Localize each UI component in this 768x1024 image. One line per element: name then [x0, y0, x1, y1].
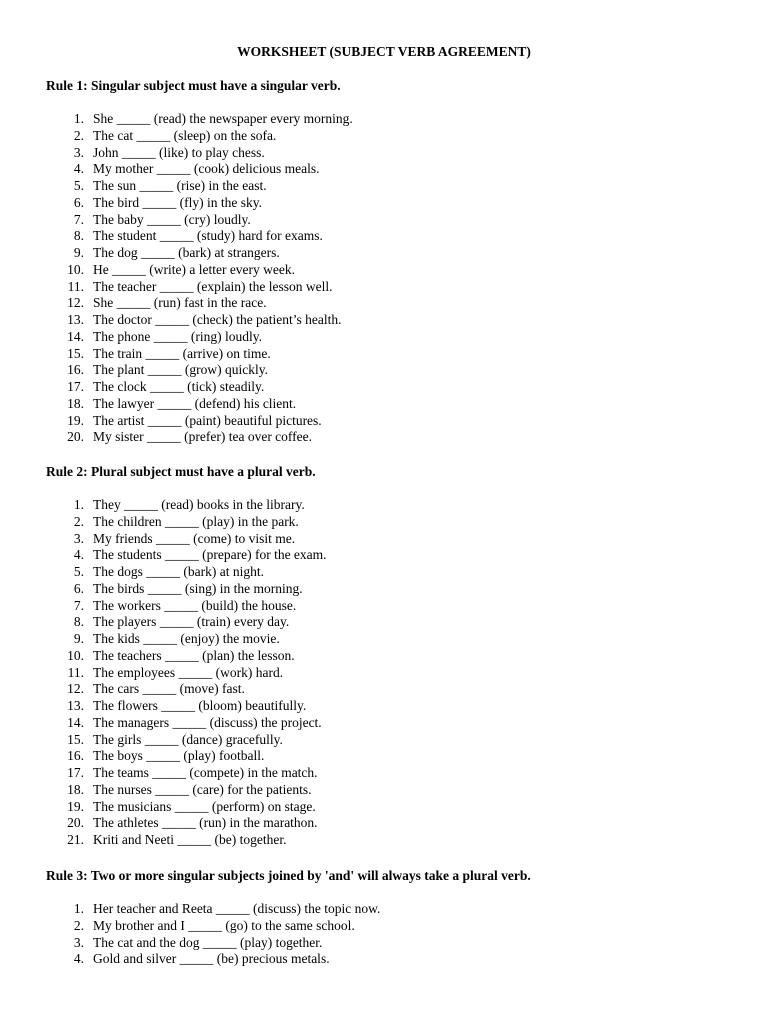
exercise-number: 19.	[67, 798, 84, 814]
rule-3-heading: Rule 3: Two or more singular subjects joined by 'and' will always take a plural verb.	[46, 868, 531, 883]
exercise-number: 11.	[67, 664, 84, 680]
exercise-number: 7.	[73, 211, 84, 227]
exercise-sentence: The employees _____ (work) hard.	[93, 664, 284, 680]
exercise-number: 17.	[67, 765, 84, 780]
exercise-number: 10.	[67, 647, 84, 663]
exercise-sentence: The kids _____ (enjoy) the movie.	[93, 631, 280, 646]
exercise-sentence: He _____ (write) a letter every week.	[93, 261, 296, 277]
exercise-number: 20.	[67, 429, 84, 445]
exercise-sentence: The flowers _____ (bloom) beautifully.	[93, 698, 307, 713]
exercise-number: 15.	[67, 345, 84, 361]
exercise-number: 14.	[67, 328, 84, 344]
exercise-item	[0, 295, 768, 312]
exercise-sentence: My mother _____ (cook) delicious meals.	[93, 161, 320, 177]
exercise-sentence: The dog _____ (bark) at strangers.	[93, 245, 280, 260]
exercise-number: 5.	[73, 564, 84, 579]
exercise-item	[0, 128, 768, 145]
exercise-number: 19.	[67, 412, 84, 428]
exercise-item	[0, 681, 768, 698]
exercise-item	[0, 782, 768, 799]
exercise-sentence: The children _____ (play) in the park.	[93, 513, 299, 529]
exercise-sentence: The cat _____ (sleep) on the sofa.	[93, 127, 277, 143]
exercise-sentence: The teacher _____ (explain) the lesson well.	[93, 278, 333, 294]
exercise-item	[0, 362, 768, 379]
exercise-number: 4.	[73, 547, 84, 563]
exercise-item	[0, 547, 768, 564]
exercise-number: 9.	[73, 245, 84, 260]
exercise-number: 8.	[73, 614, 84, 630]
exercise-sentence: The sun _____ (rise) in the east.	[93, 178, 267, 193]
exercise-number: 10.	[67, 261, 84, 277]
exercise-item	[0, 212, 768, 229]
exercise-sentence: The athletes _____ (run) in the marathon.	[93, 815, 318, 831]
exercise-sentence: The clock _____ (tick) steadily.	[93, 379, 265, 394]
exercise-item	[0, 581, 768, 598]
exercise-sentence: The student _____ (study) hard for exams.	[93, 228, 323, 244]
rule-1-exercise-list	[0, 111, 768, 446]
exercise-sentence: She _____ (read) the newspaper every morning.	[93, 111, 353, 126]
exercise-number: 4.	[73, 161, 84, 177]
exercise-sentence: The cars _____ (move) fast.	[93, 681, 245, 697]
exercise-item	[0, 228, 768, 245]
exercise-number: 16.	[67, 748, 84, 764]
exercise-item	[0, 631, 768, 648]
exercise-number: 1.	[73, 111, 84, 126]
exercise-sentence: The teachers _____ (plan) the lesson.	[93, 647, 295, 663]
exercise-item	[0, 178, 768, 195]
exercise-sentence: My brother and I _____ (go) to the same school.	[93, 917, 355, 933]
exercise-item	[0, 413, 768, 430]
exercise-sentence: The players _____ (train) every day.	[93, 614, 290, 630]
exercise-item	[0, 312, 768, 329]
exercise-item	[0, 161, 768, 178]
exercise-sentence: The teams _____ (compete) in the match.	[93, 765, 318, 780]
exercise-sentence: The girls _____ (dance) gracefully.	[93, 731, 283, 747]
exercise-sentence: My friends _____ (come) to visit me.	[93, 530, 296, 546]
exercise-item	[0, 748, 768, 765]
exercise-sentence: The plant _____ (grow) quickly.	[93, 362, 268, 378]
exercise-sentence: The phone _____ (ring) loudly.	[93, 328, 262, 344]
exercise-item	[0, 396, 768, 413]
exercise-item	[0, 918, 768, 935]
exercise-sentence: The nurses _____ (care) for the patients.	[93, 781, 312, 797]
exercise-number: 2.	[73, 917, 84, 933]
rule-2-exercise-list	[0, 497, 768, 849]
exercise-number: 1.	[73, 497, 84, 512]
exercise-number: 5.	[73, 178, 84, 193]
exercise-sentence: My sister _____ (prefer) tea over coffee.	[93, 429, 313, 445]
exercise-item	[0, 279, 768, 296]
exercise-sentence: Gold and silver _____ (be) precious metals.	[93, 951, 330, 967]
rule-1-heading: Rule 1: Singular subject must have a singular verb.	[46, 78, 341, 93]
exercise-sentence: The musicians _____ (perform) on stage.	[93, 798, 316, 814]
exercise-item	[0, 514, 768, 531]
exercise-sentence: The boys _____ (play) football.	[93, 748, 265, 764]
exercise-number: 13.	[67, 698, 84, 713]
exercise-item	[0, 665, 768, 682]
exercise-sentence: The students _____ (prepare) for the exam.	[93, 547, 327, 563]
exercise-number: 2.	[73, 513, 84, 529]
exercise-item	[0, 732, 768, 749]
exercise-number: 18.	[67, 395, 84, 411]
exercise-number: 3.	[73, 530, 84, 546]
exercise-number: 21.	[67, 832, 84, 847]
exercise-number: 14.	[67, 714, 84, 730]
rule-3-exercise-list	[0, 901, 768, 968]
exercise-number: 6.	[73, 194, 84, 210]
exercise-number: 1.	[73, 901, 84, 916]
exercise-number: 6.	[73, 580, 84, 596]
exercise-sentence: She _____ (run) fast in the race.	[93, 295, 267, 311]
exercise-item	[0, 815, 768, 832]
exercise-item	[0, 497, 768, 514]
exercise-item	[0, 245, 768, 262]
exercise-sentence: The artist _____ (paint) beautiful pictures.	[93, 412, 322, 428]
exercise-sentence: The cat and the dog _____ (play) together.	[93, 934, 323, 950]
exercise-sentence: The lawyer _____ (defend) his client.	[93, 395, 297, 411]
exercise-item	[0, 799, 768, 816]
exercise-number: 3.	[73, 144, 84, 160]
exercise-number: 2.	[73, 127, 84, 143]
exercise-item	[0, 901, 768, 918]
exercise-sentence: The workers _____ (build) the house.	[93, 597, 297, 613]
exercise-item	[0, 715, 768, 732]
exercise-sentence: The birds _____ (sing) in the morning.	[93, 580, 303, 596]
exercise-item	[0, 765, 768, 782]
exercise-item	[0, 832, 768, 849]
exercise-number: 12.	[67, 681, 84, 697]
exercise-number: 3.	[73, 934, 84, 950]
exercise-number: 7.	[73, 597, 84, 613]
exercise-sentence: The baby _____ (cry) loudly.	[93, 211, 251, 227]
exercise-number: 4.	[73, 951, 84, 967]
exercise-item	[0, 346, 768, 363]
exercise-number: 11.	[67, 278, 84, 294]
exercise-sentence: The managers _____ (discuss) the project.	[93, 714, 322, 730]
exercise-sentence: The doctor _____ (check) the patient’s health.	[93, 312, 342, 327]
exercise-item	[0, 195, 768, 212]
exercise-number: 16.	[67, 362, 84, 378]
exercise-item	[0, 145, 768, 162]
exercise-item	[0, 429, 768, 446]
exercise-number: 17.	[67, 379, 84, 394]
exercise-item	[0, 935, 768, 952]
exercise-number: 15.	[67, 731, 84, 747]
exercise-item	[0, 614, 768, 631]
exercise-number: 18.	[67, 781, 84, 797]
exercise-number: 20.	[67, 815, 84, 831]
rule-2-heading: Rule 2: Plural subject must have a plural verb.	[46, 464, 316, 479]
exercise-sentence: The dogs _____ (bark) at night.	[93, 564, 264, 579]
exercise-item	[0, 564, 768, 581]
exercise-item	[0, 531, 768, 548]
exercise-item	[0, 111, 768, 128]
exercise-number: 13.	[67, 312, 84, 327]
exercise-item	[0, 648, 768, 665]
exercise-number: 9.	[73, 631, 84, 646]
exercise-sentence: They _____ (read) books in the library.	[93, 497, 305, 512]
exercise-sentence: The train _____ (arrive) on time.	[93, 345, 271, 361]
exercise-item	[0, 698, 768, 715]
exercise-sentence: Kriti and Neeti _____ (be) together.	[93, 832, 287, 847]
exercise-item	[0, 379, 768, 396]
exercise-item	[0, 262, 768, 279]
exercise-number: 8.	[73, 228, 84, 244]
exercise-item	[0, 951, 768, 968]
exercise-sentence: John _____ (like) to play chess.	[93, 144, 265, 160]
worksheet-title: WORKSHEET (SUBJECT VERB AGREEMENT)	[237, 44, 531, 59]
exercise-item	[0, 598, 768, 615]
exercise-sentence: The bird _____ (fly) in the sky.	[93, 194, 262, 210]
exercise-item	[0, 329, 768, 346]
exercise-number: 12.	[67, 295, 84, 311]
exercise-sentence: Her teacher and Reeta _____ (discuss) the topic now.	[93, 901, 381, 916]
